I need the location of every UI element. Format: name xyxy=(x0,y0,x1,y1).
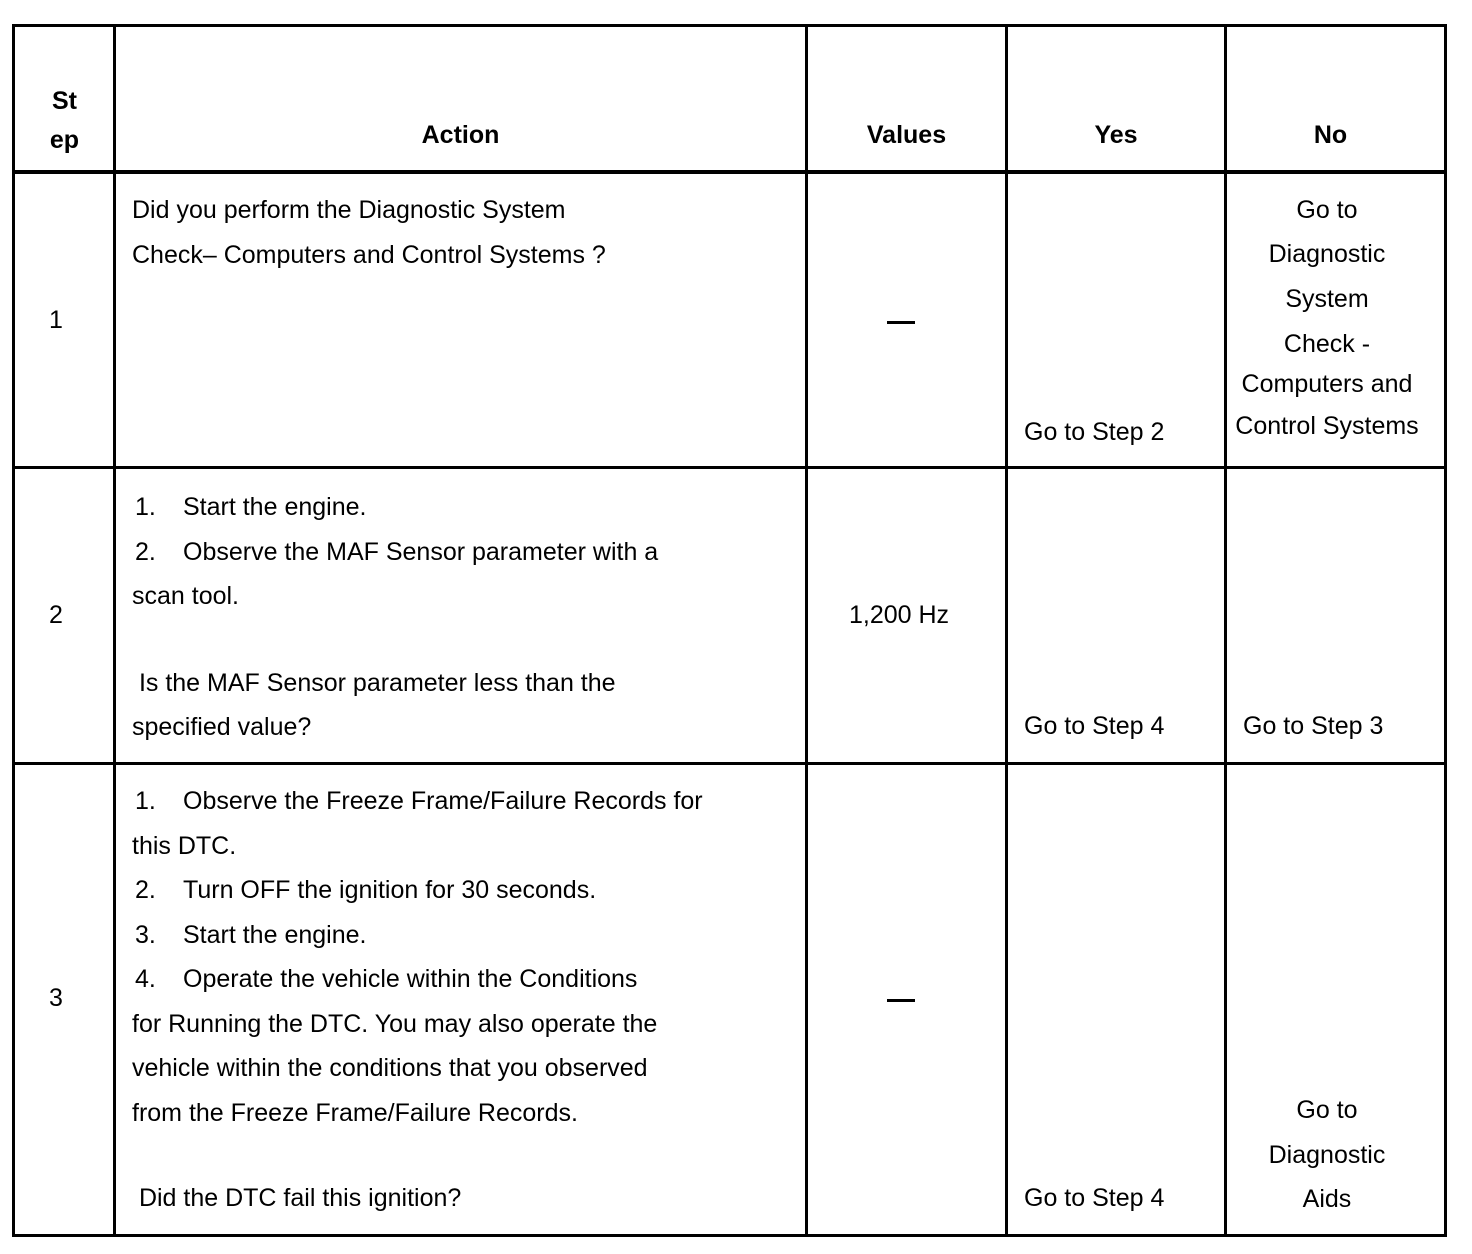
row1-action xyxy=(132,188,606,277)
row3-action-line: this DTC. xyxy=(132,831,237,860)
list-text: Turn OFF the ignition for 30 seconds. xyxy=(183,876,597,904)
list-number: 1. xyxy=(135,493,156,521)
row1-no-line: Check - xyxy=(1283,330,1371,358)
row1-no xyxy=(1227,188,1427,446)
row2-action-item xyxy=(132,485,658,530)
row3-action-item xyxy=(132,779,703,824)
row2-action-question: specified value? xyxy=(132,713,312,741)
row1-yes: Go to Step 2 xyxy=(1024,418,1165,446)
row1-no-line: Control Systems xyxy=(1235,412,1419,440)
row1-no-line: Go to xyxy=(1296,196,1358,224)
spacer xyxy=(132,619,658,661)
header-step-line1: St xyxy=(52,87,77,115)
list-number: 2. xyxy=(135,876,156,904)
row3-action-item xyxy=(132,957,703,1002)
row3-action-line: from the Freeze Frame/Failure Records. xyxy=(132,1098,578,1127)
row2-yes: Go to Step 4 xyxy=(1024,712,1165,740)
spacer xyxy=(132,1135,703,1176)
row1-action-line: Check– Computers and Control Systems ? xyxy=(132,240,606,269)
row3-no xyxy=(1227,1088,1427,1222)
header-action: Action xyxy=(421,121,500,149)
row2-action-item xyxy=(132,530,658,575)
list-text: Observe the Freeze Frame/Failure Records for xyxy=(183,787,703,815)
row2-no: Go to Step 3 xyxy=(1243,712,1384,740)
row2-action-question: Is the MAF Sensor parameter less than the xyxy=(132,668,616,697)
row1-no-line: Diagnostic xyxy=(1268,240,1386,268)
list-text: Start the engine. xyxy=(183,493,367,521)
list-number: 3. xyxy=(135,920,156,949)
list-text: Start the engine. xyxy=(183,920,367,949)
row3-yes: Go to Step 4 xyxy=(1024,1184,1165,1212)
row2-step: 2 xyxy=(49,601,63,629)
list-number: 1. xyxy=(135,787,156,815)
header-values: Values xyxy=(866,121,947,149)
row2-values: 1,200 Hz xyxy=(848,601,950,629)
column-divider xyxy=(113,24,116,1237)
row-divider xyxy=(12,762,1447,765)
row3-action-line: vehicle within the conditions that you observed xyxy=(132,1054,648,1082)
row2-action-line: scan tool. xyxy=(132,582,240,610)
row3-step: 3 xyxy=(49,984,63,1012)
row3-no-line: Aids xyxy=(1302,1185,1352,1213)
row3-values-dash xyxy=(887,999,915,1002)
list-text: Operate the vehicle within the Conditions xyxy=(183,965,638,993)
list-number: 4. xyxy=(135,965,156,993)
row3-action-question: Did the DTC fail this ignition? xyxy=(132,1184,462,1212)
header-step xyxy=(16,82,113,160)
list-number: 2. xyxy=(135,537,156,566)
row2-action xyxy=(132,485,658,750)
header-divider xyxy=(12,170,1447,174)
row3-no-line: Diagnostic xyxy=(1268,1140,1386,1169)
list-text: Observe the MAF Sensor parameter with a xyxy=(183,537,659,566)
row1-values-dash xyxy=(887,321,915,324)
row1-step: 1 xyxy=(49,306,63,334)
row1-action-line: Did you perform the Diagnostic System xyxy=(132,196,566,224)
header-no: No xyxy=(1313,121,1348,149)
header-step-line2: ep xyxy=(49,126,80,154)
column-divider xyxy=(1005,24,1008,1237)
row3-action-line: for Running the DTC. You may also operate the xyxy=(132,1009,658,1038)
row3-no-line: Go to xyxy=(1296,1096,1358,1124)
row3-action-item xyxy=(132,868,703,913)
header-yes: Yes xyxy=(1094,121,1138,149)
row1-no-line: Computers and xyxy=(1241,370,1413,398)
row1-no-line: System xyxy=(1285,285,1369,313)
row3-action xyxy=(132,779,703,1221)
row3-action-item xyxy=(132,913,703,958)
row-divider xyxy=(12,466,1447,469)
